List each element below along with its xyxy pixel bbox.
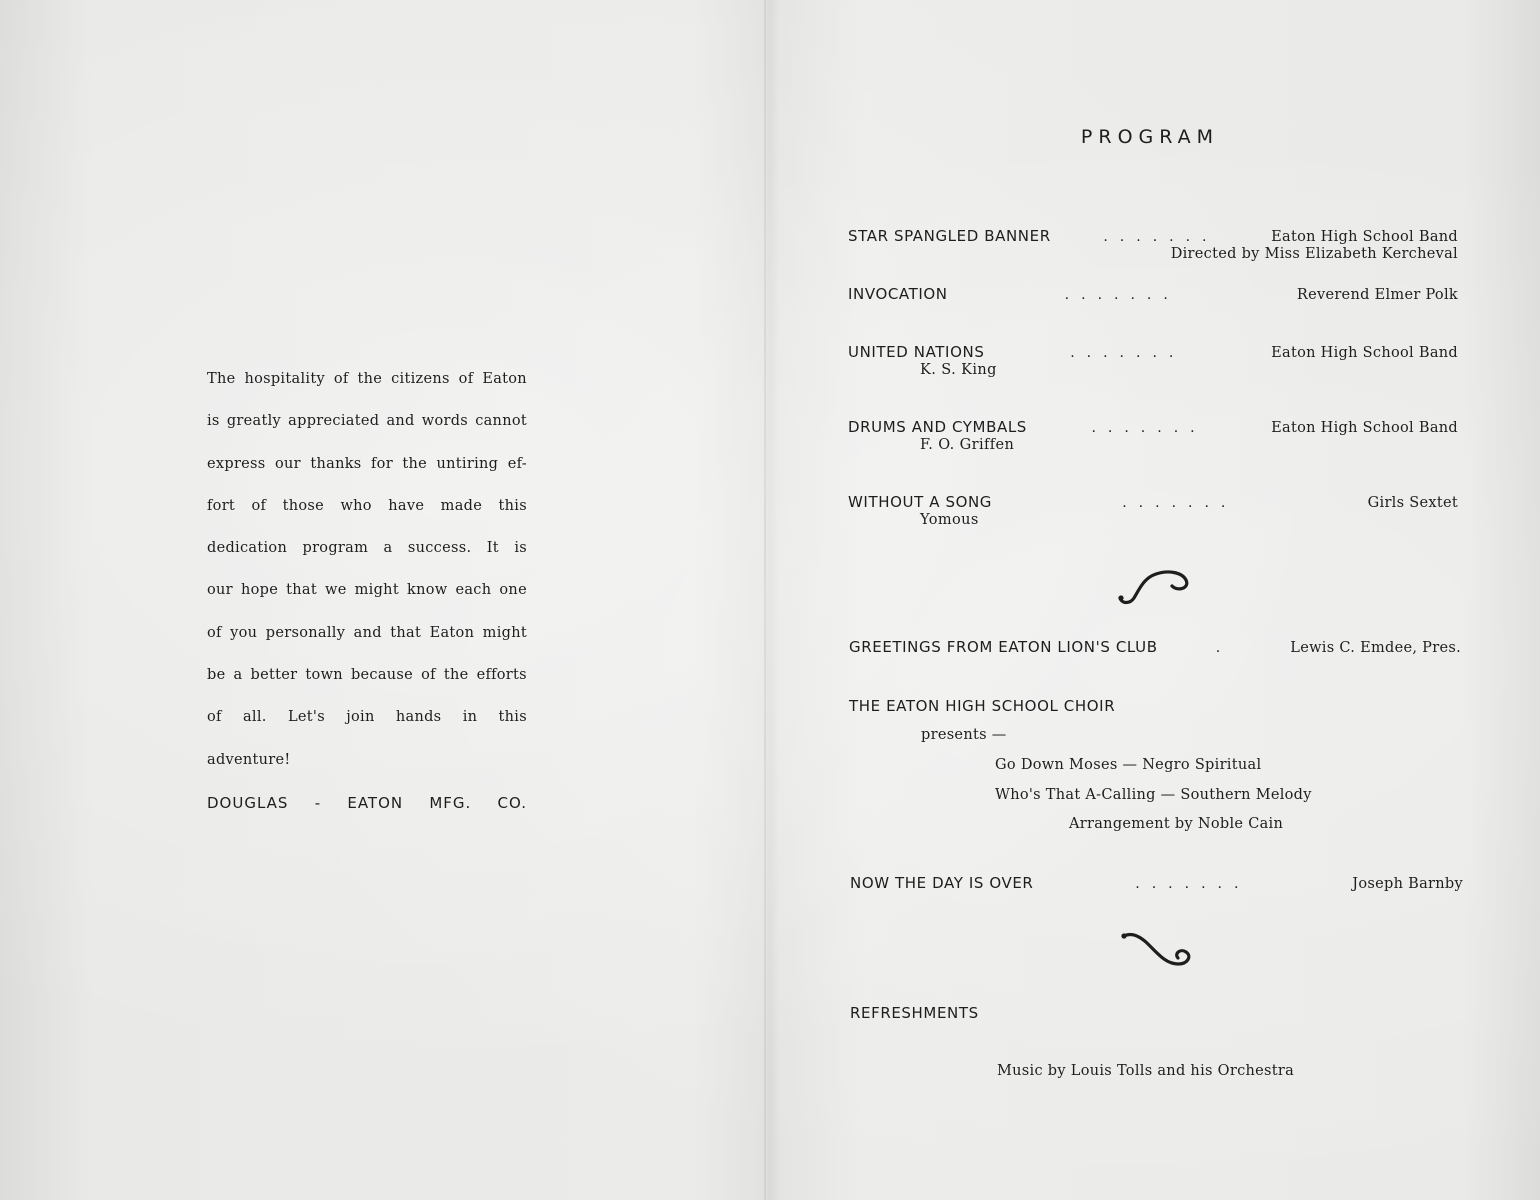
message-word: fort xyxy=(207,497,236,514)
dot-leader: ....... xyxy=(1091,420,1207,436)
swash-ornament-icon xyxy=(1116,926,1196,976)
signature-word: - xyxy=(314,794,322,812)
item-performer: Joseph Barnby xyxy=(1352,876,1463,892)
message-word: and xyxy=(386,413,415,430)
choir-song: Who's That A-Calling — Southern Melody xyxy=(995,787,1312,803)
message-word: our xyxy=(207,582,233,599)
dot-leader: . xyxy=(1215,640,1233,656)
message-word: citizens xyxy=(391,371,450,387)
message-line xyxy=(207,662,527,704)
dot-leader: ....... xyxy=(1135,876,1251,892)
message-word: of xyxy=(421,667,436,684)
choir-title: THE EATON HIGH SCHOOL CHOIR xyxy=(849,697,1116,715)
message-word: and xyxy=(353,624,382,641)
item-performer: Eaton High School Band xyxy=(1271,420,1458,436)
program-item-without-a-song xyxy=(848,494,1458,529)
program-item-greetings xyxy=(849,639,1461,657)
message-word: this xyxy=(498,709,527,726)
signature-word: DOUGLAS xyxy=(207,794,289,812)
program-item-invocation xyxy=(848,286,1458,304)
item-title: GREETINGS FROM EATON LION'S CLUB xyxy=(849,638,1158,656)
refreshments-title: REFRESHMENTS xyxy=(850,1004,979,1022)
message-line xyxy=(207,408,527,450)
message-word: efforts xyxy=(476,667,527,684)
signature-word: MFG. xyxy=(429,794,472,812)
message-word: this xyxy=(498,497,527,514)
message-word: program xyxy=(302,540,369,557)
message-line xyxy=(207,493,527,535)
message-word: the xyxy=(357,371,383,387)
message-word: Eaton xyxy=(429,624,475,641)
message-word: express xyxy=(207,455,266,472)
item-title: UNITED NATIONS xyxy=(848,343,985,361)
message-word: untiring xyxy=(436,455,499,472)
item-title: STAR SPANGLED BANNER xyxy=(848,227,1051,245)
program-item-united-nations xyxy=(848,344,1458,379)
thank-you-message xyxy=(207,366,527,789)
choir-presents: presents — xyxy=(921,727,1007,743)
message-word: that xyxy=(390,624,422,641)
choir-song: Go Down Moses — Negro Spiritual xyxy=(995,757,1262,773)
dot-leader: ....... xyxy=(1122,495,1238,511)
item-title: DRUMS AND CYMBALS xyxy=(848,418,1027,436)
item-composer: K. S. King xyxy=(920,362,997,378)
message-word: thanks xyxy=(310,455,362,472)
item-title: WITHOUT A SONG xyxy=(848,493,993,511)
message-word: ef- xyxy=(507,455,527,472)
message-word: town xyxy=(305,667,343,684)
message-line xyxy=(207,577,527,619)
message-word: greatly xyxy=(226,413,282,430)
message-word: you xyxy=(230,624,258,641)
message-word: of xyxy=(333,371,349,387)
message-word: know xyxy=(406,582,448,599)
item-composer: F. O. Griffen xyxy=(920,437,1015,453)
message-word: better xyxy=(250,667,298,684)
program-item-now-the-day-is-over xyxy=(850,875,1463,893)
message-word: of xyxy=(251,497,267,514)
message-word: is xyxy=(514,540,527,557)
message-word: personally xyxy=(265,624,346,641)
message-word: who xyxy=(340,497,372,514)
item-performer: Lewis C. Emdee, Pres. xyxy=(1290,640,1461,656)
message-word: dedication xyxy=(207,540,288,557)
message-word: Let's xyxy=(287,709,325,726)
message-line xyxy=(207,620,527,662)
dot-leader: ....... xyxy=(1103,229,1219,245)
program-heading: PROGRAM xyxy=(1080,126,1220,148)
message-word: a xyxy=(233,667,243,684)
message-word: hope xyxy=(240,582,279,599)
message-word: cannot xyxy=(475,413,527,430)
message-word: our xyxy=(275,455,301,472)
message-word: we xyxy=(324,582,347,599)
item-performer: Reverend Elmer Polk xyxy=(1296,287,1458,303)
message-word: all. xyxy=(242,709,267,726)
program-item-star-spangled-banner xyxy=(848,228,1458,263)
message-word: might xyxy=(354,582,399,599)
message-word: of xyxy=(207,709,222,726)
message-word: adventure! xyxy=(207,751,291,768)
item-title: NOW THE DAY IS OVER xyxy=(850,874,1034,892)
message-word: Eaton xyxy=(482,371,527,387)
message-word: the xyxy=(443,667,469,684)
item-performer: Eaton High School Band xyxy=(1271,345,1458,361)
message-line xyxy=(207,366,527,408)
item-performer: Eaton High School Band xyxy=(1271,229,1458,245)
message-word: made xyxy=(440,497,483,514)
message-word: one xyxy=(499,582,527,599)
dot-leader: ....... xyxy=(1064,287,1180,303)
message-word: The xyxy=(207,371,236,387)
message-word: have xyxy=(388,497,425,514)
center-fold xyxy=(764,0,767,1200)
message-line xyxy=(207,704,527,746)
message-word: It xyxy=(486,540,499,557)
message-word: because xyxy=(350,667,414,684)
item-performer: Girls Sextet xyxy=(1367,495,1458,511)
message-word: words xyxy=(421,413,469,430)
message-word: that xyxy=(286,582,317,599)
message-word: hands xyxy=(395,709,442,726)
signature xyxy=(207,794,527,812)
choir-arrangement: Arrangement by Noble Cain xyxy=(1069,816,1284,832)
item-composer: Yomous xyxy=(920,512,979,528)
message-word: each xyxy=(455,582,492,599)
message-word: for xyxy=(371,455,393,472)
message-line xyxy=(207,535,527,577)
message-word: success. xyxy=(407,540,472,557)
message-word: hospitality xyxy=(244,371,325,387)
signature-word: CO. xyxy=(497,794,527,812)
message-line xyxy=(207,747,527,789)
message-word: might xyxy=(482,624,527,641)
orchestra-credit: Music by Louis Tolls and his Orchestra xyxy=(997,1063,1295,1079)
message-word: appreciated xyxy=(288,413,380,430)
message-word: those xyxy=(282,497,325,514)
message-word: join xyxy=(346,709,375,726)
message-word: be xyxy=(207,667,226,684)
message-word: the xyxy=(402,455,428,472)
message-word: of xyxy=(458,371,474,387)
program-item-drums-and-cymbals xyxy=(848,419,1458,454)
item-director: Directed by Miss Elizabeth Kercheval xyxy=(1170,246,1458,262)
message-word: of xyxy=(207,624,222,641)
item-title: INVOCATION xyxy=(848,285,948,303)
message-word: in xyxy=(462,709,478,726)
message-line xyxy=(207,451,527,493)
signature-word: EATON xyxy=(347,794,404,812)
message-word: a xyxy=(383,540,393,557)
dot-leader: ....... xyxy=(1070,345,1186,361)
scroll-ornament-icon xyxy=(1114,562,1194,612)
message-word: is xyxy=(207,413,220,430)
